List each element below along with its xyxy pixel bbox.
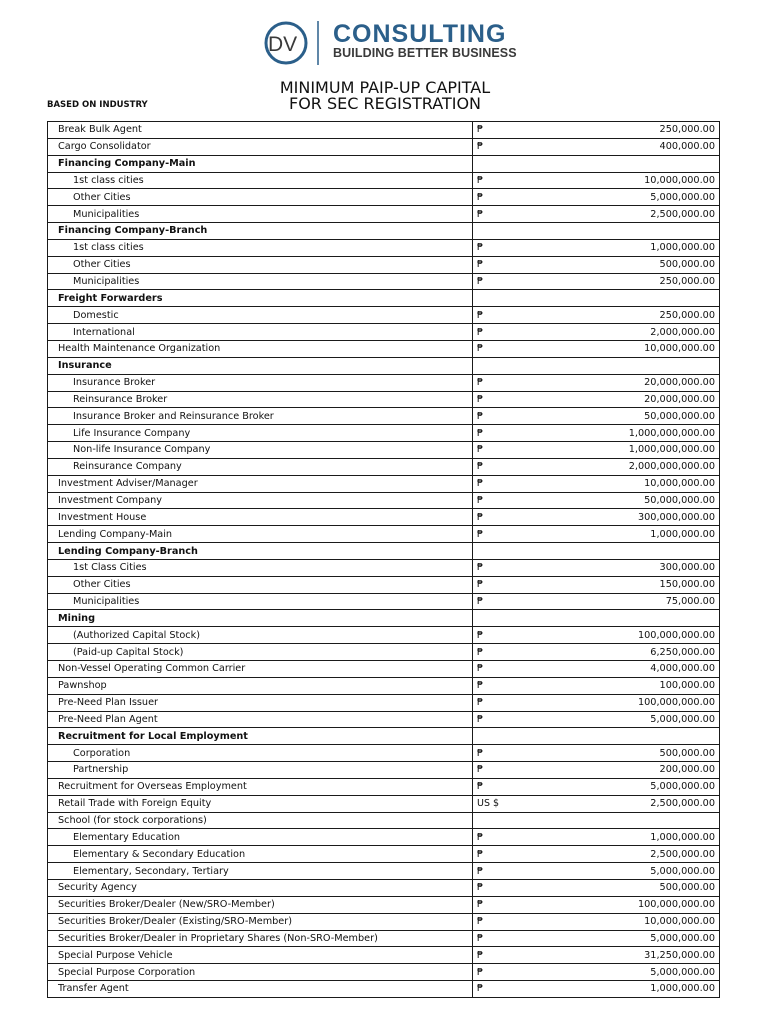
industry-label: Mining xyxy=(48,610,473,627)
capital-amount-cell xyxy=(473,964,720,981)
industry-label: Financing Company-Branch xyxy=(48,223,473,240)
currency-symbol: ₱ xyxy=(477,461,484,473)
table-row xyxy=(48,391,720,408)
capital-amount-cell xyxy=(473,795,720,812)
amount-value: 500,000.00 xyxy=(659,882,715,894)
industry-label: Elementary Education xyxy=(48,829,473,846)
industry-label: Security Agency xyxy=(48,879,473,896)
capital-amount-cell xyxy=(473,778,720,795)
industry-label: (Authorized Capital Stock) xyxy=(48,627,473,644)
industry-label: Securities Broker/Dealer (New/SRO-Member) xyxy=(48,896,473,913)
industry-label: Break Bulk Agent xyxy=(48,122,473,139)
amount-value: 5,000,000.00 xyxy=(650,191,715,203)
table-row xyxy=(48,206,720,223)
currency-symbol: ₱ xyxy=(477,326,484,338)
industry-label: Reinsurance Broker xyxy=(48,391,473,408)
table-row xyxy=(48,256,720,273)
capital-amount-cell xyxy=(473,475,720,492)
table-section-header-row xyxy=(48,290,720,307)
amount-value: 10,000,000.00 xyxy=(644,916,715,928)
currency-symbol: ₱ xyxy=(477,528,484,540)
currency-symbol: ₱ xyxy=(477,646,484,658)
industry-label: Other Cities xyxy=(48,576,473,593)
capital-amount-cell xyxy=(473,526,720,543)
table-row xyxy=(48,846,720,863)
currency-symbol: ₱ xyxy=(477,899,484,911)
capital-amount-cell xyxy=(473,273,720,290)
currency-symbol: ₱ xyxy=(477,377,484,389)
currency-symbol: ₱ xyxy=(477,562,484,574)
industry-label: Investment Adviser/Manager xyxy=(48,475,473,492)
industry-label: Municipalities xyxy=(48,206,473,223)
brand-name: CONSULTING xyxy=(333,20,507,48)
table-section-header-row xyxy=(48,357,720,374)
industry-label: Insurance Broker xyxy=(48,374,473,391)
table-row xyxy=(48,576,720,593)
currency-symbol: ₱ xyxy=(477,478,484,490)
currency-symbol: ₱ xyxy=(477,511,484,523)
amount-value: 1,000,000.00 xyxy=(650,831,715,843)
currency-symbol: ₱ xyxy=(477,410,484,422)
currency-symbol: ₱ xyxy=(477,680,484,692)
currency-symbol: ₱ xyxy=(477,966,484,978)
capital-amount-cell xyxy=(473,981,720,998)
industry-label: Corporation xyxy=(48,745,473,762)
currency-symbol: ₱ xyxy=(477,697,484,709)
amount-value: 2,500,000.00 xyxy=(650,848,715,860)
capital-amount-cell xyxy=(473,627,720,644)
industry-label: Partnership xyxy=(48,762,473,779)
brand-tagline: BUILDING BETTER BUSINESS xyxy=(333,46,517,60)
table-row xyxy=(48,795,720,812)
amount-value: 250,000.00 xyxy=(659,124,715,136)
table-row xyxy=(48,273,720,290)
capital-amount-cell xyxy=(473,442,720,459)
industry-label: Other Cities xyxy=(48,256,473,273)
currency-symbol: ₱ xyxy=(477,983,484,995)
amount-value: 5,000,000.00 xyxy=(650,966,715,978)
title-line-2: FOR SEC REGISTRATION xyxy=(288,94,482,113)
capital-amount-cell xyxy=(473,492,720,509)
capital-amount-cell xyxy=(473,172,720,189)
capital-amount-cell xyxy=(473,374,720,391)
amount-value: 500,000.00 xyxy=(659,747,715,759)
industry-label: Life Insurance Company xyxy=(48,425,473,442)
title-line-1: MINIMUM PAIP-UP CAPITAL xyxy=(279,78,491,97)
page-subtitle: BASED ON INDUSTRY xyxy=(47,100,148,110)
capital-amount-cell xyxy=(473,307,720,324)
capital-amount-cell xyxy=(473,256,720,273)
amount-value: 100,000,000.00 xyxy=(637,899,715,911)
table-row xyxy=(48,745,720,762)
industry-label: Recruitment for Local Employment xyxy=(48,728,473,745)
table-row xyxy=(48,239,720,256)
table-row xyxy=(48,829,720,846)
industry-label: Other Cities xyxy=(48,189,473,206)
amount-value: 5,000,000.00 xyxy=(650,713,715,725)
currency-symbol: ₱ xyxy=(477,141,484,153)
amount-value: 20,000,000.00 xyxy=(644,393,715,405)
industry-label: Municipalities xyxy=(48,273,473,290)
table-row xyxy=(48,812,720,829)
amount-value: 50,000,000.00 xyxy=(644,494,715,506)
industry-label: Health Maintenance Organization xyxy=(48,340,473,357)
capital-amount-cell xyxy=(473,543,720,560)
table-row xyxy=(48,627,720,644)
currency-symbol: ₱ xyxy=(477,848,484,860)
industry-label: Pawnshop xyxy=(48,677,473,694)
capital-amount-cell xyxy=(473,947,720,964)
currency-symbol: ₱ xyxy=(477,276,484,288)
currency-symbol: US $ xyxy=(477,798,500,810)
document-header xyxy=(0,0,768,120)
industry-label: (Paid-up Capital Stock) xyxy=(48,644,473,661)
capital-amount-cell xyxy=(473,408,720,425)
currency-symbol: ₱ xyxy=(477,713,484,725)
currency-symbol: ₱ xyxy=(477,174,484,186)
table-row xyxy=(48,442,720,459)
logo-initials: DV xyxy=(268,33,298,56)
amount-value: 10,000,000.00 xyxy=(644,174,715,186)
industry-label: Transfer Agent xyxy=(48,981,473,998)
capital-amount-cell xyxy=(473,559,720,576)
amount-value: 2,500,000.00 xyxy=(650,798,715,810)
capital-amount-cell xyxy=(473,593,720,610)
capital-amount-cell xyxy=(473,239,720,256)
capital-amount-cell xyxy=(473,711,720,728)
industry-label: 1st class cities xyxy=(48,239,473,256)
table-row xyxy=(48,593,720,610)
amount-value: 2,000,000.00 xyxy=(650,326,715,338)
currency-symbol: ₱ xyxy=(477,427,484,439)
amount-value: 2,000,000,000.00 xyxy=(628,461,715,473)
capital-amount-cell xyxy=(473,576,720,593)
capital-amount-cell xyxy=(473,846,720,863)
table-row xyxy=(48,762,720,779)
table-row xyxy=(48,526,720,543)
amount-value: 1,000,000.00 xyxy=(650,242,715,254)
industry-label: 1st Class Cities xyxy=(48,559,473,576)
industry-label: Pre-Need Plan Issuer xyxy=(48,694,473,711)
capital-amount-cell xyxy=(473,677,720,694)
currency-symbol: ₱ xyxy=(477,764,484,776)
capital-amount-cell xyxy=(473,340,720,357)
capital-amount-cell xyxy=(473,762,720,779)
amount-value: 5,000,000.00 xyxy=(650,865,715,877)
currency-symbol: ₱ xyxy=(477,882,484,894)
industry-label: Municipalities xyxy=(48,593,473,610)
capital-amount-cell xyxy=(473,610,720,627)
capital-amount-cell xyxy=(473,425,720,442)
industry-label: School (for stock corporations) xyxy=(48,812,473,829)
currency-symbol: ₱ xyxy=(477,259,484,271)
currency-symbol: ₱ xyxy=(477,579,484,591)
currency-symbol: ₱ xyxy=(477,343,484,355)
currency-symbol: ₱ xyxy=(477,393,484,405)
currency-symbol: ₱ xyxy=(477,191,484,203)
currency-symbol: ₱ xyxy=(477,494,484,506)
industry-label: Domestic xyxy=(48,307,473,324)
amount-value: 75,000.00 xyxy=(665,596,715,608)
currency-symbol: ₱ xyxy=(477,747,484,759)
capital-amount-cell xyxy=(473,879,720,896)
table-row xyxy=(48,138,720,155)
table-row xyxy=(48,947,720,964)
amount-value: 100,000,000.00 xyxy=(637,629,715,641)
table-row xyxy=(48,458,720,475)
capital-amount-cell xyxy=(473,745,720,762)
capital-amount-cell xyxy=(473,812,720,829)
capital-amount-cell xyxy=(473,930,720,947)
table-row xyxy=(48,778,720,795)
industry-label: Special Purpose Corporation xyxy=(48,964,473,981)
currency-symbol: ₱ xyxy=(477,865,484,877)
amount-value: 200,000.00 xyxy=(659,764,715,776)
currency-symbol: ₱ xyxy=(477,916,484,928)
capital-amount-cell xyxy=(473,357,720,374)
capital-amount-cell xyxy=(473,155,720,172)
currency-symbol: ₱ xyxy=(477,949,484,961)
capital-amount-cell xyxy=(473,290,720,307)
table-row xyxy=(48,509,720,526)
industry-label: Investment House xyxy=(48,509,473,526)
capital-amount-cell xyxy=(473,458,720,475)
table-row xyxy=(48,172,720,189)
capital-amount-cell xyxy=(473,728,720,745)
amount-value: 1,000,000,000.00 xyxy=(628,427,715,439)
amount-value: 400,000.00 xyxy=(659,141,715,153)
table-row xyxy=(48,879,720,896)
table-row xyxy=(48,964,720,981)
industry-label: International xyxy=(48,324,473,341)
industry-label: Non-Vessel Operating Common Carrier xyxy=(48,661,473,678)
amount-value: 6,250,000.00 xyxy=(650,646,715,658)
capital-amount-cell xyxy=(473,829,720,846)
amount-value: 50,000,000.00 xyxy=(644,410,715,422)
amount-value: 20,000,000.00 xyxy=(644,377,715,389)
table-row xyxy=(48,189,720,206)
table-row xyxy=(48,324,720,341)
table-row xyxy=(48,122,720,139)
capital-amount-cell xyxy=(473,138,720,155)
currency-symbol: ₱ xyxy=(477,596,484,608)
currency-symbol: ₱ xyxy=(477,309,484,321)
capital-amount-cell xyxy=(473,122,720,139)
industry-label: Insurance xyxy=(48,357,473,374)
table-row xyxy=(48,930,720,947)
table-row xyxy=(48,340,720,357)
amount-value: 300,000.00 xyxy=(659,562,715,574)
table-row xyxy=(48,896,720,913)
table-row xyxy=(48,307,720,324)
page-title xyxy=(225,80,545,112)
table-row xyxy=(48,374,720,391)
table-row xyxy=(48,694,720,711)
amount-value: 1,000,000.00 xyxy=(650,528,715,540)
capital-amount-cell xyxy=(473,391,720,408)
table-row xyxy=(48,492,720,509)
table-section-header-row xyxy=(48,155,720,172)
capital-amount-cell xyxy=(473,644,720,661)
amount-value: 5,000,000.00 xyxy=(650,932,715,944)
industry-label: Special Purpose Vehicle xyxy=(48,947,473,964)
dv-logo-icon xyxy=(262,18,320,68)
industry-label: Insurance Broker and Reinsurance Broker xyxy=(48,408,473,425)
amount-value: 300,000,000.00 xyxy=(637,511,715,523)
industry-label: Securities Broker/Dealer in Proprietary Shares (Non-SRO-Member) xyxy=(48,930,473,947)
table-row xyxy=(48,644,720,661)
table-row xyxy=(48,475,720,492)
industry-label: Retail Trade with Foreign Equity xyxy=(48,795,473,812)
table-row xyxy=(48,661,720,678)
table-row xyxy=(48,711,720,728)
amount-value: 1,000,000.00 xyxy=(650,983,715,995)
table-row xyxy=(48,425,720,442)
table-section-header-row xyxy=(48,728,720,745)
amount-value: 1,000,000,000.00 xyxy=(628,444,715,456)
industry-label: Financing Company-Main xyxy=(48,155,473,172)
amount-value: 100,000,000.00 xyxy=(637,697,715,709)
capital-amount-cell xyxy=(473,913,720,930)
industry-label: 1st class cities xyxy=(48,172,473,189)
amount-value: 5,000,000.00 xyxy=(650,781,715,793)
amount-value: 100,000.00 xyxy=(659,680,715,692)
currency-symbol: ₱ xyxy=(477,663,484,675)
currency-symbol: ₱ xyxy=(477,444,484,456)
industry-label: Elementary & Secondary Education xyxy=(48,846,473,863)
amount-value: 31,250,000.00 xyxy=(644,949,715,961)
industry-label: Investment Company xyxy=(48,492,473,509)
capital-amount-cell xyxy=(473,324,720,341)
industry-label: Reinsurance Company xyxy=(48,458,473,475)
capital-amount-cell xyxy=(473,661,720,678)
currency-symbol: ₱ xyxy=(477,831,484,843)
amount-value: 250,000.00 xyxy=(659,309,715,321)
capital-amount-cell xyxy=(473,206,720,223)
capital-amount-cell xyxy=(473,863,720,880)
capital-amount-cell xyxy=(473,223,720,240)
amount-value: 150,000.00 xyxy=(659,579,715,591)
amount-value: 250,000.00 xyxy=(659,276,715,288)
industry-label: Freight Forwarders xyxy=(48,290,473,307)
currency-symbol: ₱ xyxy=(477,208,484,220)
currency-symbol: ₱ xyxy=(477,124,484,136)
industry-label: Cargo Consolidator xyxy=(48,138,473,155)
currency-symbol: ₱ xyxy=(477,932,484,944)
table-row xyxy=(48,981,720,998)
capital-amount-cell xyxy=(473,896,720,913)
capital-amount-cell xyxy=(473,694,720,711)
amount-value: 10,000,000.00 xyxy=(644,478,715,490)
table-section-header-row xyxy=(48,223,720,240)
industry-label: Non-life Insurance Company xyxy=(48,442,473,459)
table-row xyxy=(48,677,720,694)
industry-label: Lending Company-Branch xyxy=(48,543,473,560)
amount-value: 2,500,000.00 xyxy=(650,208,715,220)
table-section-header-row xyxy=(48,610,720,627)
amount-value: 4,000,000.00 xyxy=(650,663,715,675)
capital-requirements-table xyxy=(47,121,720,998)
industry-label: Lending Company-Main xyxy=(48,526,473,543)
industry-label: Pre-Need Plan Agent xyxy=(48,711,473,728)
table-row xyxy=(48,863,720,880)
currency-symbol: ₱ xyxy=(477,242,484,254)
table-row xyxy=(48,408,720,425)
industry-label: Elementary, Secondary, Tertiary xyxy=(48,863,473,880)
table-section-header-row xyxy=(48,543,720,560)
table-row xyxy=(48,559,720,576)
amount-value: 10,000,000.00 xyxy=(644,343,715,355)
capital-amount-cell xyxy=(473,509,720,526)
industry-label: Securities Broker/Dealer (Existing/SRO-Member) xyxy=(48,913,473,930)
amount-value: 500,000.00 xyxy=(659,259,715,271)
currency-symbol: ₱ xyxy=(477,629,484,641)
table-row xyxy=(48,913,720,930)
industry-label: Recruitment for Overseas Employment xyxy=(48,778,473,795)
capital-amount-cell xyxy=(473,189,720,206)
currency-symbol: ₱ xyxy=(477,781,484,793)
